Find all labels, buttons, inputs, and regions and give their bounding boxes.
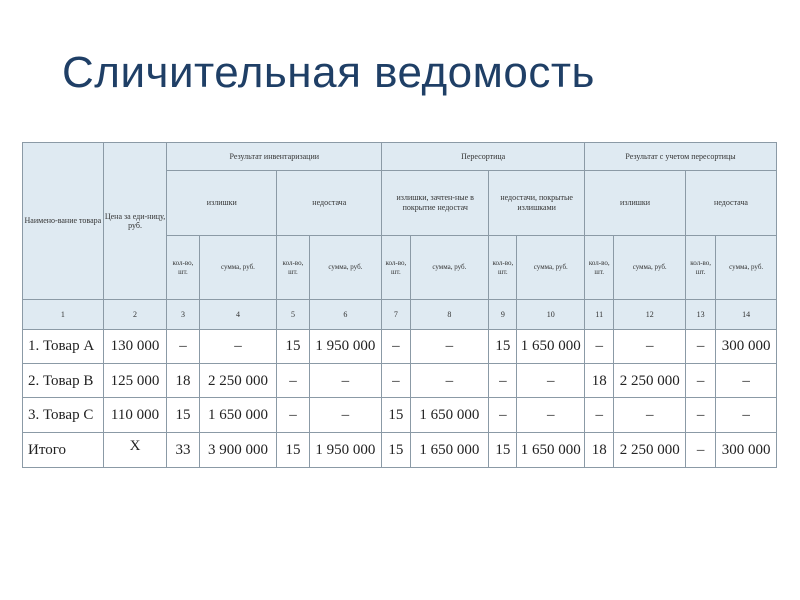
table-cell: – (277, 398, 309, 432)
table-cell: – (277, 364, 309, 398)
table-cell: 130 000 (103, 329, 167, 363)
header-sum: сумма, руб. (716, 235, 777, 300)
table-cell: Итого (23, 432, 104, 467)
header-qty: кол-во, шт. (382, 235, 410, 300)
table-row (23, 364, 777, 398)
table-cell: 15 (382, 432, 410, 467)
column-number: 11 (585, 300, 614, 329)
table-cell: – (716, 398, 777, 432)
table-cell: – (585, 329, 614, 363)
table-cell: – (686, 398, 716, 432)
table-cell: 15 (489, 432, 517, 467)
table-cell: 300 000 (716, 432, 777, 467)
table-cell: – (309, 364, 382, 398)
table-cell: 15 (277, 432, 309, 467)
table-cell: – (517, 398, 585, 432)
column-number: 13 (686, 300, 716, 329)
column-number: 7 (382, 300, 410, 329)
column-number: 5 (277, 300, 309, 329)
table-cell: – (309, 398, 382, 432)
table-cell: – (585, 398, 614, 432)
header-qty: кол-во, шт. (686, 235, 716, 300)
table-cell: – (686, 364, 716, 398)
table-cell: – (199, 329, 277, 363)
header-qty: кол-во, шт. (585, 235, 614, 300)
header-sum: сумма, руб. (614, 235, 686, 300)
table-cell: – (489, 398, 517, 432)
column-number: 12 (614, 300, 686, 329)
header-sum: сумма, руб. (517, 235, 585, 300)
table-cell: 15 (382, 398, 410, 432)
table-cell: 2. Товар В (23, 364, 104, 398)
table-cell: – (410, 364, 489, 398)
table-cell: – (686, 329, 716, 363)
column-number: 8 (410, 300, 489, 329)
header-regrading: Пересортица (382, 143, 585, 171)
table-cell: 15 (277, 329, 309, 363)
column-number: 9 (489, 300, 517, 329)
header-sum: сумма, руб. (309, 235, 382, 300)
table-cell: – (167, 329, 199, 363)
table-cell: 33 (167, 432, 199, 467)
header-surplus: излишки (167, 171, 277, 236)
header-result-after: Результат с учетом пересортицы (585, 143, 777, 171)
table-row (23, 398, 777, 432)
table-row-total (23, 432, 777, 467)
header-shortage-covered: недостачи, покрытые излишками (489, 171, 585, 236)
table-cell: 15 (489, 329, 517, 363)
table-cell: 18 (167, 364, 199, 398)
header-sum: сумма, руб. (199, 235, 277, 300)
table-cell: 110 000 (103, 398, 167, 432)
table-cell: – (716, 364, 777, 398)
table-row (23, 329, 777, 363)
table-cell: – (614, 329, 686, 363)
table-cell: – (686, 432, 716, 467)
table-cell: 1 650 000 (410, 398, 489, 432)
table-cell: 2 250 000 (614, 432, 686, 467)
table-cell: – (614, 398, 686, 432)
header-surplus-2: излишки (585, 171, 686, 236)
table-cell: 1 950 000 (309, 329, 382, 363)
table-cell: 3. Товар С (23, 398, 104, 432)
column-number: 6 (309, 300, 382, 329)
table-cell: 15 (167, 398, 199, 432)
table-cell: – (382, 364, 410, 398)
column-number: 3 (167, 300, 199, 329)
table-cell: – (517, 364, 585, 398)
table-cell: 125 000 (103, 364, 167, 398)
header-qty: кол-во, шт. (277, 235, 309, 300)
header-qty: кол-во, шт. (489, 235, 517, 300)
column-number: 10 (517, 300, 585, 329)
reconciliation-table (22, 142, 777, 468)
table-cell: 2 250 000 (614, 364, 686, 398)
column-number: 4 (199, 300, 277, 329)
header-qty: кол-во, шт. (167, 235, 199, 300)
table-cell: 300 000 (716, 329, 777, 363)
table-cell: – (489, 364, 517, 398)
table-cell: 18 (585, 364, 614, 398)
column-number: 1 (23, 300, 104, 329)
header-price: Цена за еди-ницу, руб. (103, 143, 167, 300)
header-sum: сумма, руб. (410, 235, 489, 300)
table-cell: 2 250 000 (199, 364, 277, 398)
table-cell: – (410, 329, 489, 363)
table-cell: 3 900 000 (199, 432, 277, 467)
header-name: Наимено-вание товара (23, 143, 104, 300)
reconciliation-table-image (22, 142, 777, 468)
slide-title: Сличительная ведомость (62, 48, 595, 97)
header-surplus-offset: излишки, зачтен-ные в покрытие недостач (382, 171, 489, 236)
table-cell: – (382, 329, 410, 363)
table-cell: 1 650 000 (410, 432, 489, 467)
header-inventory-result: Результат инвентаризации (167, 143, 382, 171)
table-cell: 1 650 000 (517, 329, 585, 363)
header-shortage: недостача (277, 171, 382, 236)
table-cell: 1. Товар А (23, 329, 104, 363)
table-cell: 1 950 000 (309, 432, 382, 467)
table-cell: 1 650 000 (517, 432, 585, 467)
column-number: 14 (716, 300, 777, 329)
table-cell: X (103, 432, 167, 467)
table-cell: 1 650 000 (199, 398, 277, 432)
header-shortage-2: недостача (686, 171, 777, 236)
column-number: 2 (103, 300, 167, 329)
table-cell: 18 (585, 432, 614, 467)
